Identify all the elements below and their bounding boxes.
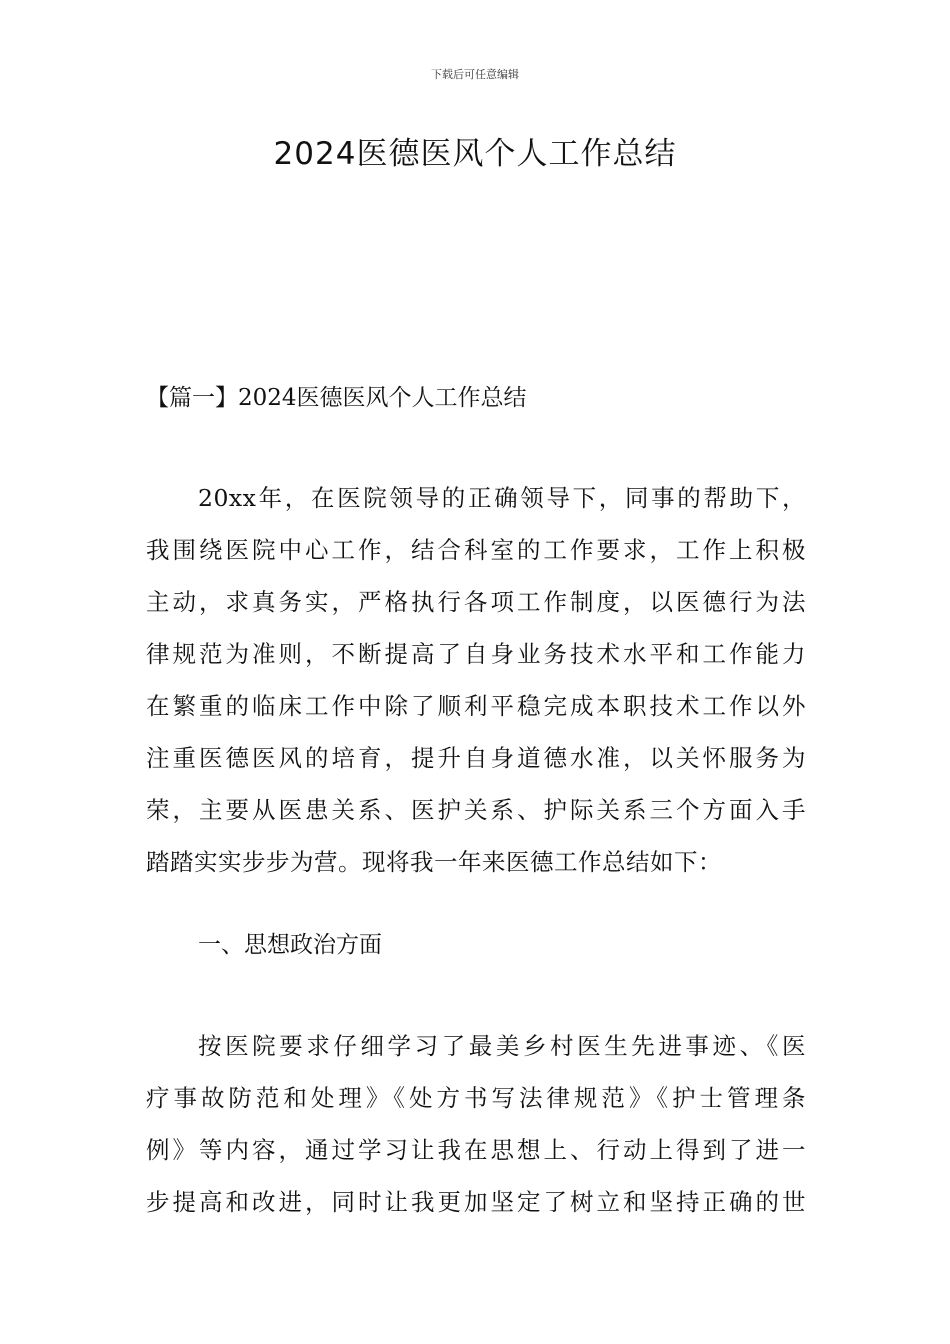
paragraph-line: 疗事故防范和处理》《处方书写法律规范》《护士管理条 — [146, 1084, 806, 1112]
section-heading: 【篇一】2024医德医风个人工作总结 — [146, 385, 527, 411]
paragraph-line: 例》等内容，通过学习让我在思想上、行动上得到了进一 — [146, 1136, 806, 1164]
subheading-ideology-politics: 一、思想政治方面 — [198, 932, 382, 958]
paragraph-2 — [146, 1020, 806, 1228]
paragraph-line: 主动，求真务实，严格执行各项工作制度，以医德行为法 — [146, 588, 806, 616]
paragraph-line: 按医院要求仔细学习了最美乡村医生先进事迹、《医 — [198, 1032, 806, 1060]
paragraph-line: 我围绕医院中心工作，结合科室的工作要求，工作上积极 — [146, 536, 806, 564]
paragraph-line: 踏踏实实步步为营。现将我一年来医德工作总结如下： — [146, 848, 722, 876]
paragraph-line: 步提高和改进，同时让我更加坚定了树立和坚持正确的世 — [146, 1188, 806, 1216]
document-title: 2024医德医风个人工作总结 — [273, 136, 677, 172]
header-note: 下载后可任意编辑 — [431, 68, 519, 81]
paragraph-line: 荣，主要从医患关系、医护关系、护际关系三个方面入手 — [146, 796, 806, 824]
paragraph-line: 注重医德医风的培育，提升自身道德水准，以关怀服务为 — [146, 744, 806, 772]
paragraph-1 — [146, 472, 806, 888]
paragraph-line: 在繁重的临床工作中除了顺利平稳完成本职技术工作以外 — [146, 692, 806, 720]
paragraph-line: 律规范为准则，不断提高了自身业务技术水平和工作能力 — [146, 640, 806, 668]
paragraph-line: 20xx年，在医院领导的正确领导下，同事的帮助下， — [198, 484, 806, 512]
